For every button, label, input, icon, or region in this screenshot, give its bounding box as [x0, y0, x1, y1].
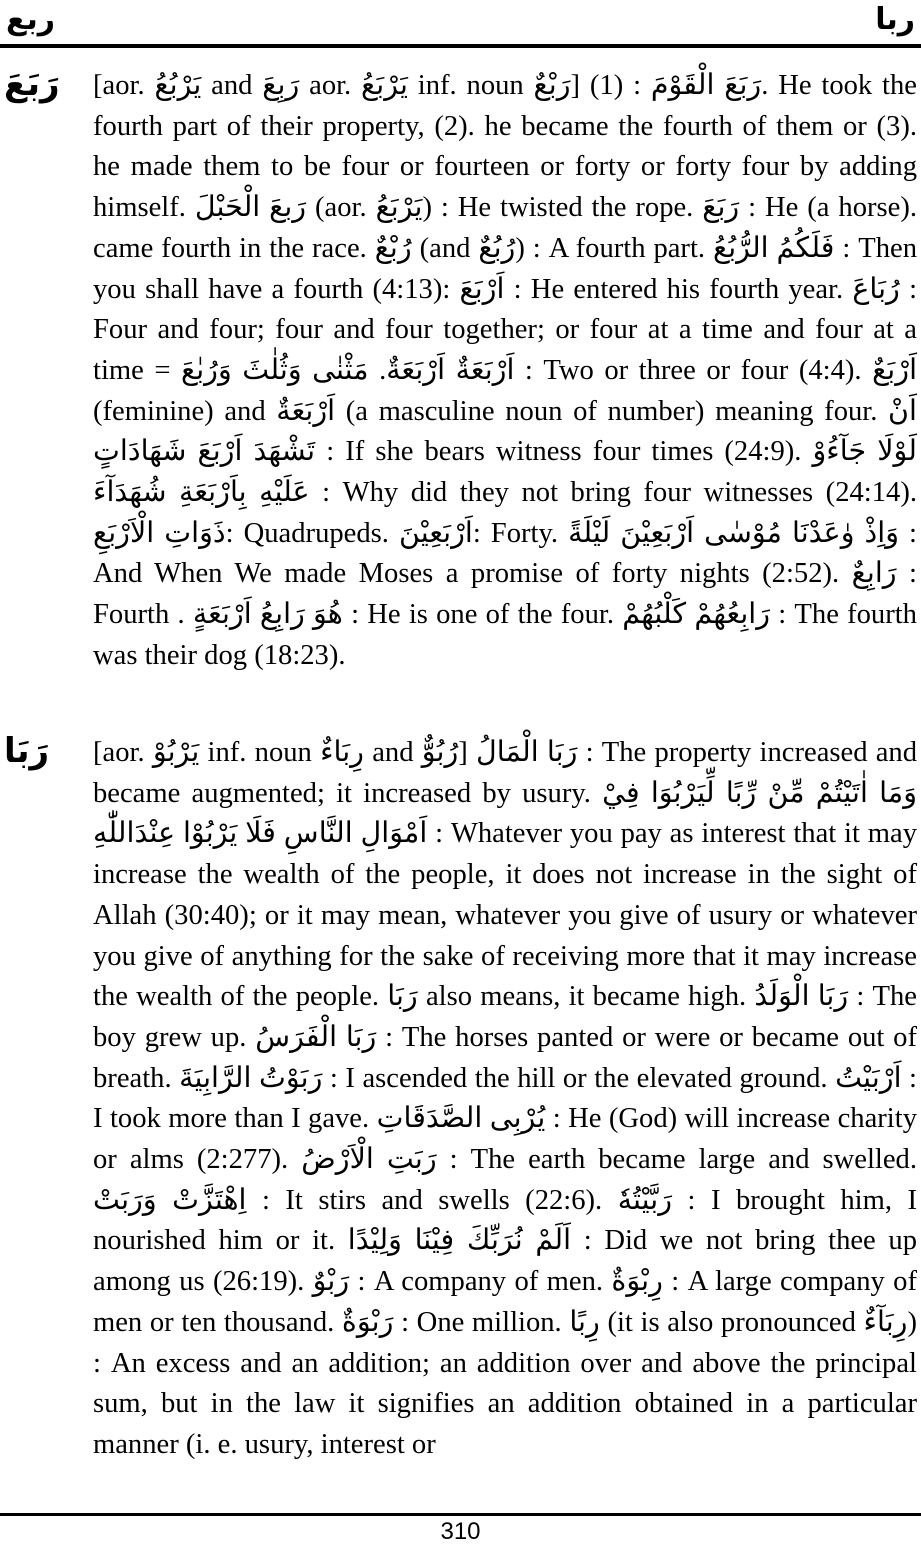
entry-definition-text: [aor. يَرْبُعُ and رَبِعَ aor. يَرْبَعُ inf. noun رَبْعٌ] رَبَعَ الْقَوْمَ : (1). He took the fourth part of their property, (2). he became the fourth of them or (3). he made them to be four or fourteen or forty or forty four by adding himself. رَبعَ الْحَبْلَ (aor. يَرْبَعُ) : He twisted the rope. رَبَعَ : He (a horse). came fourth in the race. رُبْعٌ (and رُبُعٌ) : A fourth part. فَلَكُمُ الرُّبُعُ : Then you shall have a fourth (4:13): اَرْبَعَ : He entered his fourth year. رُبَاعَ : Four and four; four and four together; or four at a time and four at a time = اَرْبَعَةٌ اَرْبَعَةٌ. مَثْنٰى وَثُلٰثَ وَرُبٰعَ : Two or three or four (4:4). اَرْبَعٌ (feminine) and اَرْبَعَةٌ (a masculine noun of number) meaning four. اَنْ تَشْهَدَ اَرْبَعَ شَهَادَاتٍ : If she bears witness four times (24:9). لَوْلَا جَآءُوْ عَلَيْهِ بِاَرْبَعَةِ شُهَدَآءَ : Why did they not bring four witnesses (24:14). ذَوَاتِ الْاَرْبَعِ: Quadrupeds. اَرْبَعِيْنَ: Forty. وَاِذْ وٰعَدْنَا مُوْسٰى اَرْبَعِيْنَ لَيْلَةً : And When We made Moses a promise of forty nights (2:52). رَابِعٌ : Fourth . هُوَ رَابِعُ اَرْبَعَةٍ : He is one of the four. رَابِعُهُمْ كَلْبُهُمْ : The fourth was their dog (18:23).: [93, 70, 918, 671]
header-right-word: ربا: [875, 2, 915, 37]
entry-definition: [93, 733, 917, 1466]
entry-definition-text: [aor. يَرْبُوْ inf. noun رِبَاءٌ and رُبُوٌّ] رَبَا الْمَالُ : The property increased and became augmented; it increased by usury. وَمَا اٰتَيْتُمْ مِّنْ رِّبًا لِّيَرْبُوَا فِيْ اَمْوَالِ النَّاسِ فَلَا يَرْبُوْا عِنْدَاللّٰهِ : Whatever you pay as interest that it may increase the wealth of the people, it does not increase in the sight of Allah (30:40); or it may mean, whatever you give of usury or whatever you give of anything for the sake of receiving more that it may increase the wealth of the people. رَبَا also means, it became high. رَبَا الْوَلَدُ : The boy grew up. رَبَا الْفَرَسُ : The horses panted or were or became out of breath. رَبَوْتُ الرَّابِيَةَ : I ascended the hill or the elevated ground. اَرْبَيْتُ : I took more than I gave. يُرْبِى الصَّدَقَاتِ : He (God) will increase charity or alms (2:277). رَبَتِ الْاَرْضُ : The earth became large and swelled. اِهْتَزَّتْ وَرَبَتْ : It stirs and swells (22:6). رَبَّيْتُهٗ : I brought him, I nourished him or it. اَلَمْ نُرَبِّكَ فِيْنَا وَلِيْدًا : Did we not bring thee up among us (26:19). رَبْوٌ : A company of men. رِبْوَةٌ : A large company of men or ten thousand. رَبْوَةٌ : One million. رِبًا (it is also pronounced رِبَآءٌ) : An excess and an addition; an addition over and above the principal sum, but in the law it signifies an addition obtained in a particular manner (i. e. usury, interest or: [93, 737, 918, 1460]
footer-rule: [0, 1513, 921, 1516]
entry-headword: رَبَا: [4, 731, 50, 771]
page-number: 310: [440, 1518, 481, 1545]
page-header: [0, 0, 921, 46]
header-rule: [0, 44, 921, 48]
header-left-word: ربع: [6, 2, 56, 37]
entry-definition: [93, 66, 917, 677]
entry-headword: رَبَعَ: [4, 64, 60, 104]
